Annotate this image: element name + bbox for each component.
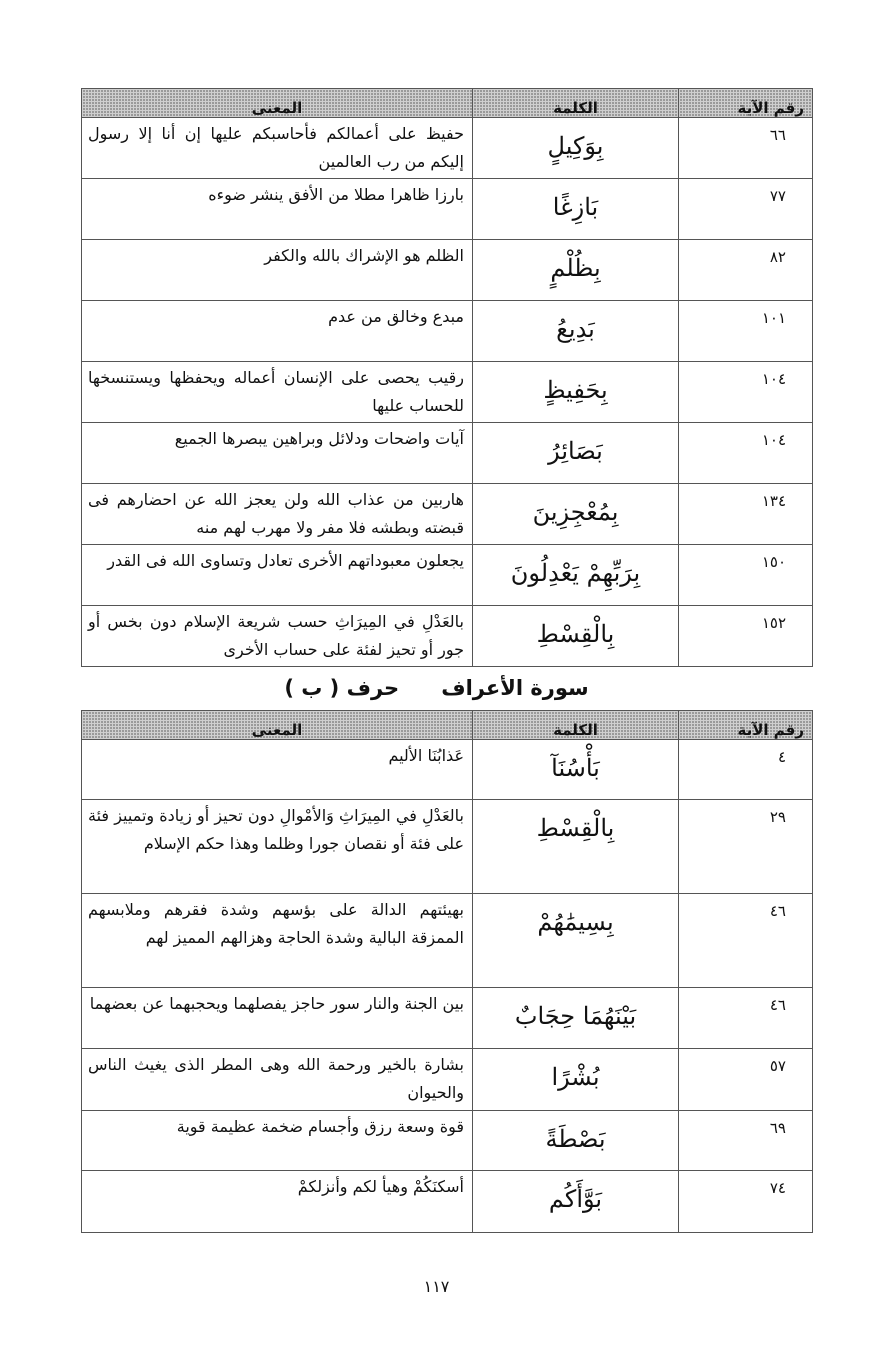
ayah-number: ١٠١ (679, 301, 813, 362)
table-header-row (82, 711, 813, 740)
ayah-number: ٢٩ (679, 800, 813, 894)
quran-word: بِسِيمَٰهُمْ (473, 894, 679, 988)
glossary-table-araf (81, 710, 813, 1233)
table-row (82, 988, 813, 1049)
quran-word: بِالْقِسْطِ (473, 606, 679, 667)
word-meaning: بالعَدْلِ في المِيرَاثِ حسب شريعة الإسلام دون بخس أو جور أو تحيز لفئة على حساب الأخرى (82, 606, 473, 667)
ayah-number: ٦٩ (679, 1111, 813, 1171)
header-meaning: المعنى (82, 89, 473, 118)
ayah-number: ٦٦ (679, 118, 813, 179)
header-word: الكلمة (473, 711, 679, 740)
word-meaning: بالعَدْلِ في المِيرَاثِ وَالأمْوالِ دون تحيز أو زيادة وتمييز فئة على فئة أو نقصان جورا وظلما وهذا حكم الإسلام (82, 800, 473, 894)
word-meaning: بارزا ظاهرا مطلا من الأفق ينشر ضوءه (82, 179, 473, 240)
table-row (82, 894, 813, 988)
quran-word: بَأْسُنَآ (473, 740, 679, 800)
table-row (82, 240, 813, 301)
quran-word: بَازِغًا (473, 179, 679, 240)
section-heading (0, 676, 873, 708)
ayah-number: ١٥٠ (679, 545, 813, 606)
quran-word: بَدِيعُ (473, 301, 679, 362)
ayah-number: ١٥٢ (679, 606, 813, 667)
ayah-number: ٥٧ (679, 1049, 813, 1111)
table-row (82, 545, 813, 606)
quran-word: بِحَفِيظٍ (473, 362, 679, 423)
header-word: الكلمة (473, 89, 679, 118)
ayah-number: ٧٧ (679, 179, 813, 240)
quran-word: بَصَائِرُ (473, 423, 679, 484)
quran-word: بِمُعْجِزِينَ (473, 484, 679, 545)
surah-title: سورة الأعراف (441, 676, 589, 700)
quran-word: بُشْرًا (473, 1049, 679, 1111)
word-meaning: هاربين من عذاب الله ولن يعجز الله عن احضارهم فى قبضته وبطشه فلا مفر ولا مهرب لهم منه (82, 484, 473, 545)
word-meaning: أسكنَكُمْ وهيأ لكم وأنزلكمْ (82, 1171, 473, 1233)
word-meaning: الظلم هو الإشراك بالله والكفر (82, 240, 473, 301)
table-row (82, 1111, 813, 1171)
table-row (82, 301, 813, 362)
header-ayah-number: رقم الآية (679, 89, 813, 118)
ayah-number: ٤٦ (679, 894, 813, 988)
ayah-number: ٤ (679, 740, 813, 800)
word-meaning: بين الجنة والنار سور حاجز يفصلهما ويحجبهما عن بعضهما (82, 988, 473, 1049)
quran-word: بَصْطَةً (473, 1111, 679, 1171)
ayah-number: ١٠٤ (679, 423, 813, 484)
header-meaning: المعنى (82, 711, 473, 740)
letter-title: حرف ( ب ) (284, 676, 400, 700)
quran-word: بِوَكِيلٍ (473, 118, 679, 179)
table-row (82, 1049, 813, 1111)
quran-word: بَوَّأَكُم (473, 1171, 679, 1233)
page-number: ١١٧ (423, 1277, 450, 1296)
table-row (82, 800, 813, 894)
table-row (82, 362, 813, 423)
table-row (82, 484, 813, 545)
table-row (82, 1171, 813, 1233)
ayah-number: ١٣٤ (679, 484, 813, 545)
table-header-row (82, 89, 813, 118)
quran-word: بِالْقِسْطِ (473, 800, 679, 894)
word-meaning: عَذابُنَا الأليم (82, 740, 473, 800)
word-meaning: بهيئتهم الدالة على بؤسهم وشدة فقرهم وملابسهم الممزقة البالية وشدة الحاجة وهزالهم المميز لهم (82, 894, 473, 988)
table-row (82, 740, 813, 800)
word-meaning: حفيظ على أعمالكم فأحاسبكم عليها إن أنا إلا رسول إليكم من رب العالمين (82, 118, 473, 179)
quran-word: بِظُلْمٍ (473, 240, 679, 301)
glossary-table-anam (81, 88, 813, 667)
word-meaning: بشارة بالخير ورحمة الله وهى المطر الذى يغيث الناس والحيوان (82, 1049, 473, 1111)
word-meaning: مبدع وخالق من عدم (82, 301, 473, 362)
table-row (82, 118, 813, 179)
word-meaning: رقيب يحصى على الإنسان أعماله ويحفظها ويستنسخها للحساب عليها (82, 362, 473, 423)
ayah-number: ١٠٤ (679, 362, 813, 423)
quran-word: بِرَبِّهِمْ يَعْدِلُونَ (473, 545, 679, 606)
quran-word: بَيْنَهُمَا حِجَابٌ (473, 988, 679, 1049)
table-row (82, 423, 813, 484)
word-meaning: آيات واضحات ودلائل وبراهين يبصرها الجميع (82, 423, 473, 484)
ayah-number: ٤٦ (679, 988, 813, 1049)
ayah-number: ٨٢ (679, 240, 813, 301)
word-meaning: يجعلون معبوداتهم الأخرى تعادل وتساوى الله فى القدر (82, 545, 473, 606)
table-row (82, 179, 813, 240)
header-ayah-number: رقم الآية (679, 711, 813, 740)
word-meaning: قوة وسعة رزق وأجسام ضخمة عظيمة قوية (82, 1111, 473, 1171)
ayah-number: ٧٤ (679, 1171, 813, 1233)
table-row (82, 606, 813, 667)
